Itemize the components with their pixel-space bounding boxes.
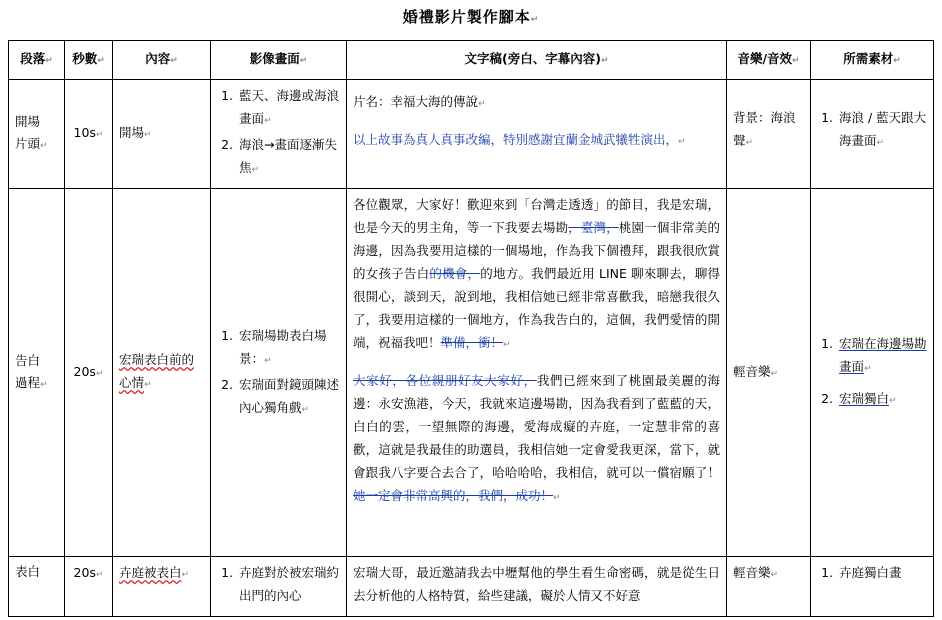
document-title: 婚禮影片製作腳本 ↵ — [0, 6, 942, 27]
visuals-cell — [211, 80, 347, 189]
material-item: 2. 宏瑞獨白 ↵ — [837, 387, 927, 413]
music-cell: 輕音樂 ↵ — [727, 189, 811, 557]
header-music: 音樂/音效 ↵ — [727, 41, 811, 80]
header-visuals: 影像畫面 ↵ — [211, 41, 347, 80]
seconds-cell: 10s ↵ — [65, 80, 113, 189]
script-paragraph: 各位觀眾，大家好！歡迎來到「台灣走透透」的節目，我是宏瑞，也是今天的男主角，等一下我要去場勘，臺灣，桃園一個非常美的海邊，因為我要用這樣的一個場地，作為我下個禮拜，跟我很欣賞的女孩子告白的機會，的地方。我們最近用 LINE 聊來聊去，聊得很開心，談到天，說到地，我相信她已經非常喜歡我，暗戀我很久了，我要用這樣的一個地方，作為我告白的，這個，我們愛情的開端，祝福我吧！準備，衝！ ↵ — [353, 193, 720, 357]
visual-item: 2. 宏瑞面對鏡頭陳述內心獨角戲 ↵ — [237, 373, 340, 422]
material-item: 1. 宏瑞在海邊場勘畫面 ↵ — [837, 332, 927, 381]
materials-cell — [811, 557, 934, 617]
header-materials: 所需素材 ↵ — [811, 41, 934, 80]
script-cell: 宏瑞大哥，最近邀請我去中壢幫他的學生看生命密碼，就是從生日去分析他的人格特質，給些建議，礙於人情又不好意 — [347, 557, 727, 617]
table-header-row — [9, 41, 934, 80]
table-row — [9, 189, 934, 557]
header-seconds: 秒數 ↵ — [65, 41, 113, 80]
visuals-cell — [211, 557, 347, 617]
header-script: 文字稿(旁白、字幕內容) ↵ — [347, 41, 727, 80]
header-content: 內容 ↵ — [113, 41, 211, 80]
music-cell: 背景：海浪聲 ↵ — [727, 80, 811, 189]
section-cell: 開場 片頭 ↵ — [9, 80, 65, 189]
music-cell: 輕音樂 ↵ — [727, 557, 811, 617]
script-cell: 片名：幸福大海的傳說 ↵ 以上故事為真人真事改編，特別感謝宜蘭金城武犧牲演出， ↵ — [347, 80, 727, 189]
visual-item: 1. 卉庭對於被宏瑞約出門的內心 — [237, 561, 340, 607]
content-cell: 開場 ↵ — [113, 80, 211, 189]
script-paragraph: 大家好，各位親朋好友大家好，我們已經來到了桃園最美麗的海邊：永安漁港，今天，我就來這邊場勘，因為我看到了藍藍的天，白白的雲，一望無際的海邊，愛海成癡的卉庭，一定慧非常的喜歡，這就是我最佳的助選員，我相信她一定會愛我更深，當下，就會跟我八字要合去合了，哈哈哈哈，我相信，就可以一償宿願了！她一定會非常高興的，我們，成功！ ↵ — [353, 369, 720, 510]
table-row — [9, 557, 934, 617]
script-table — [8, 40, 934, 617]
seconds-cell: 20s ↵ — [65, 557, 113, 617]
materials-cell — [811, 80, 934, 189]
header-section: 段落 ↵ — [9, 41, 65, 80]
section-cell: 表白 — [9, 557, 65, 617]
material-item: 1. 卉庭獨白畫 — [837, 561, 927, 584]
visuals-cell — [211, 189, 347, 557]
seconds-cell: 20s ↵ — [65, 189, 113, 557]
materials-cell — [811, 189, 934, 557]
content-cell: 卉庭被表白 ↵ — [113, 557, 211, 617]
script-cell — [347, 189, 727, 557]
visual-item: 1. 宏瑞場勘表白場景： ↵ — [237, 324, 340, 373]
content-cell: 宏瑞表白前的心情 ↵ — [113, 189, 211, 557]
section-cell: 告白 過程 ↵ — [9, 189, 65, 557]
table-row — [9, 80, 934, 189]
visual-item: 2. 海浪→畫面逐漸失焦 ↵ — [237, 133, 340, 182]
material-item: 1. 海浪 / 藍天跟大海畫面 ↵ — [837, 106, 927, 155]
visual-item: 1. 藍天、海邊或海浪畫面 ↵ — [237, 84, 340, 133]
